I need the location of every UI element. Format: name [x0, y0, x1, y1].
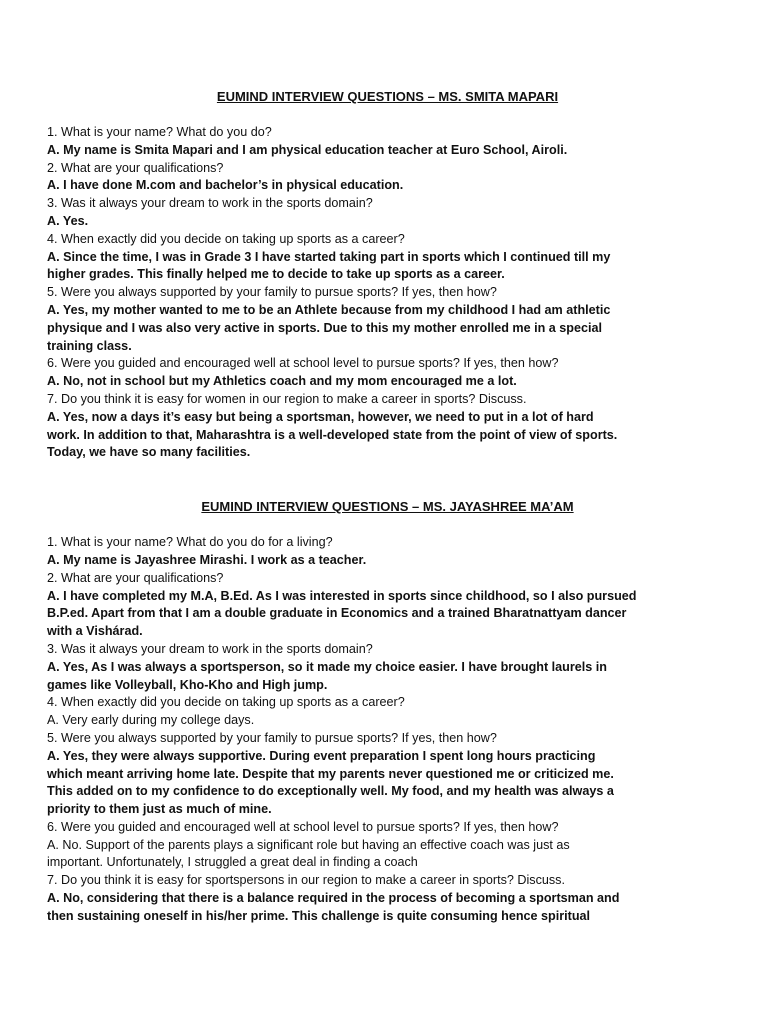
answer-line: important. Unfortunately, I struggled a great deal in finding a coach	[47, 855, 418, 870]
answer-line: This added on to my confidence to do exceptionally well. My food, and my health was always a	[47, 784, 614, 799]
question-line: 6. Were you guided and encouraged well at school level to pursue sports? If yes, then how?	[47, 819, 559, 834]
question-line: 2. What are your qualifications?	[47, 570, 224, 585]
question-line: 1. What is your name? What do you do?	[47, 125, 272, 139]
answer-line: A. My name is Smita Mapari and I am physical education teacher at Euro School, Airoli.	[47, 142, 568, 157]
question-line: 6. Were you guided and encouraged well at school level to pursue sports? If yes, then how?	[47, 356, 559, 371]
answer-line: Today, we have so many facilities.	[47, 445, 251, 460]
question-line: 1. What is your name? What do you do for a living?	[47, 535, 333, 550]
answer-line: A. Yes.	[47, 213, 89, 228]
answer-line: A. No. Support of the parents plays a significant role but having an effective coach was just as	[47, 837, 570, 852]
answer-line: games like Volleyball, Kho-Kho and High jump.	[47, 677, 328, 692]
answer-line: then sustaining oneself in his/her prime. This challenge is quite consuming hence spiritual	[47, 908, 591, 923]
answer-line: A. Yes, they were always supportive. During event preparation I spent long hours practicing	[47, 748, 596, 763]
answer-line: A. I have done M.com and bachelor’s in physical education.	[47, 178, 404, 193]
answer-line: A. No, not in school but my Athletics coach and my mom encouraged me a lot.	[47, 374, 517, 389]
interview-section-smita	[47, 88, 728, 462]
question-line: 4. When exactly did you decide on taking up sports as a career?	[47, 231, 405, 246]
question-line: 7. Do you think it is easy for sportspersons in our region to make a career in sports? Discuss.	[47, 873, 565, 888]
interview-section-jayashree	[47, 498, 728, 926]
qa-block	[47, 124, 728, 462]
question-line: 3. Was it always your dream to work in the sports domain?	[47, 641, 373, 656]
answer-line: A. Yes, As I was always a sportsperson, so it made my choice easier. I have brought laurels in	[47, 659, 607, 674]
answer-line: A. Yes, my mother wanted to me to be an Athlete because from my childhood I had am athletic	[47, 302, 611, 317]
answer-line: A. No, considering that there is a balance required in the process of becoming a sportsman and	[47, 891, 620, 906]
section-title: EUMIND INTERVIEW QUESTIONS – MS. JAYASHREE MA’AM	[201, 499, 574, 515]
question-line: 7. Do you think it is easy for women in our region to make a career in sports? Discuss.	[47, 391, 527, 406]
answer-line: A. My name is Jayashree Mirashi. I work as a teacher.	[47, 552, 367, 567]
answer-line: priority to them just as much of mine.	[47, 802, 272, 817]
answer-line: B.P.ed. Apart from that I am a double graduate in Economics and a trained Bharatnattyam dancer	[47, 606, 627, 621]
question-line: 5. Were you always supported by your family to pursue sports? If yes, then how?	[47, 730, 497, 745]
question-line: 4. When exactly did you decide on taking up sports as a career?	[47, 695, 405, 710]
answer-line: physique and I was also very active in sports. Due to this my mother enrolled me in a special	[47, 320, 602, 335]
answer-line: A. I have completed my M.A, B.Ed. As I was interested in sports since childhood, so I also pursued	[47, 588, 637, 603]
qa-block	[47, 534, 728, 926]
answer-line: work. In addition to that, Maharashtra is a well-developed state from the point of view of sports.	[47, 427, 618, 442]
section-title: EUMIND INTERVIEW QUESTIONS – MS. SMITA MAPARI	[216, 89, 559, 104]
answer-line: with a Vishárad.	[47, 624, 143, 639]
answer-line: A. Very early during my college days.	[47, 713, 255, 728]
question-line: 5. Were you always supported by your family to pursue sports? If yes, then how?	[47, 285, 497, 300]
question-line: 3. Was it always your dream to work in the sports domain?	[47, 196, 373, 211]
answer-line: which meant arriving home late. Despite that my parents never questioned me or criticized me.	[47, 766, 614, 781]
answer-line: A. Yes, now a days it’s easy but being a sportsman, however, we need to put in a lot of hard	[47, 409, 594, 424]
answer-line: higher grades. This finally helped me to decide to take up sports as a career.	[47, 267, 505, 282]
question-line: 2. What are your qualifications?	[47, 160, 224, 175]
answer-line: training class.	[47, 338, 132, 353]
answer-line: A. Since the time, I was in Grade 3 I have started taking part in sports which I continued till my	[47, 249, 611, 264]
